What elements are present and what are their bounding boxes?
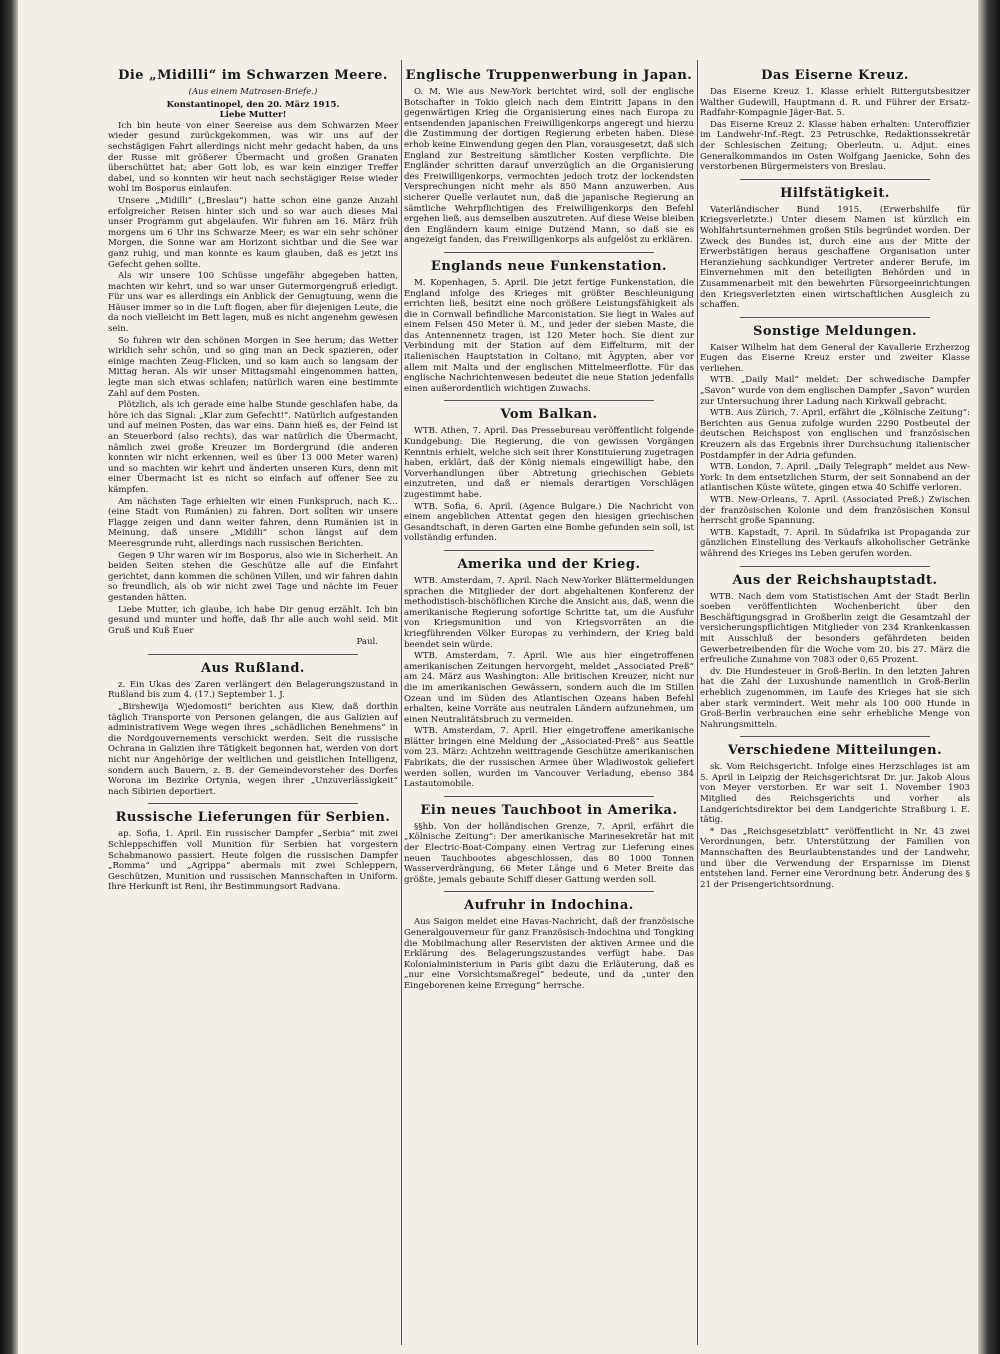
article-title: Die „Midilli“ im Schwarzen Meere. (118, 68, 388, 83)
article-paragraph: Kaiser Wilhelm hat dem General der Kavallerie Erzherzog Eugen das Eiserne Kreuz erster und zweiter Klasse verliehen. (700, 342, 970, 374)
article-title: Amerika und der Krieg. (457, 556, 641, 572)
article-paragraph: O. M. Wie aus New-York berichtet wird, soll der englische Botschafter in Tokio gleich nach dem Eintritt Japans in den gegenwärtigen Krieg die Organisierung eines nach Europa zu entsendenden japanischen Freiwilligenkorps angeregt und hierzu die Zustimmung der dortigen Regierung erbeten haben. Diese erhob keine Einwendung gegen den Plan, vorausgesetzt, daß sich England zur Bestreitung sämtlicher Kosten verpflichte. Die Engländer schritten darauf unverzüglich an die Organisierung des Freiwilligenkorps, vermochten jedoch trotz der lockendsten Versprechungen nicht mehr als 850 Mann anzuwerben. Aus sicherer Quelle verlautet nun, daß die japanische Regierung an sämtliche Wehrpflichtigen des Freiwilligenkorps den Befehl ergehen ließ, aus demselben auszutreten. Auf diese Weise bleiben den Engländern kaum einige Dutzend Mann, so daß sie es angezeigt fanden, das Freiwilligenkorps als aufgelöst zu erklären. (404, 87, 694, 246)
divider (740, 566, 930, 567)
scan-edge-right (978, 0, 1000, 1354)
column-2 (404, 62, 694, 1342)
article-paragraph: WTB. Kapstadt, 7. April. In Südafrika ist Propaganda zur gänzlichen Einstellung des Verkaufs alkoholischer Getränke während des Krieges ins Leben gerufen worden. (700, 527, 970, 559)
article-paragraph: Liebe Mutter, ich glaube, ich habe Dir genug erzählt. Ich bin gesund und munter und hoffe, daß Ihr alle auch wohl seid. Mit Gruß und Kuß Euer (108, 604, 398, 636)
article-paragraph: * Das „Reichsgesetzblatt“ veröffentlicht in Nr. 43 zwei Verordnungen, betr. Unterstützung der Familien von Mannschaften des Beurlaubtenstandes und der Landwehr, und über die Verwendung der Ersparnisse im Dienst entstehen land. Ferner eine Verordnung betr. Änderung des § 21 der Prisengerichtsordnung. (700, 826, 970, 890)
article-paragraph: Aus Saigon meldet eine Havas-Nachricht, daß der französische Generalgouverneur für ganz Französisch-Indochina und Tongking die Mobilmachung aller Reservisten der aktiven Armee und die Erklärung des Belagerungszustandes verfügt habe. Das Kolonialministerium in Paris gibt dazu die Erläuterung, daß es „nur eine Vorsichtsmaßregel“ bedeute, und da „unter den Eingeborenen keine Erregung“ herrsche. (404, 917, 694, 991)
column-3 (700, 62, 970, 1342)
article-paragraph: WTB. London, 7. April. „Daily Telegraph“ meldet aus New-York: In dem entsetzlichen Sturm, der seit Sonnabend an der atlantischen Küste wütete, gingen etwa 40 Schiffe verloren. (700, 462, 970, 494)
divider (444, 550, 654, 551)
article-title: Englands neue Funkenstation. (430, 258, 668, 274)
divider (444, 796, 654, 797)
article-paragraph: „Birshewija Wjedomosti“ berichten aus Kiew, daß dorthin täglich Transporte von Personen gelangen, die aus Galizien auf administrativem Wege wegen ihres „schädlichen Benehmens“ in die Nordgouvernements verschickt werden. Seit die russische Ochrana in Galizien ihre Tätigkeit begonnen hat, werden von dort nicht nur Angehörige der weltlichen und geistlichen Intelligenz, sondern auch Bauern, z. B. der Gemeindevorsteher des Dorfes Worona im Bezirke Ortynia, wegen ihrer „Unzuverlässigkeit“ nach Sibirien deportiert. (108, 702, 398, 797)
article-paragraph: Als wir unsere 100 Schüsse ungefähr abgegeben hatten, machten wir kehrt, und so war unser Gutermorgengruß erledigt. Für uns war es allerdings ein Anblick der Genugtuung, wenn die Häuser immer so in die Luft flogen, aber für diejenigen Leute, die da noch vielleicht im Bett lagen, muß es nicht angenehm gewesen sein. (108, 271, 398, 335)
article-paragraph: WTB. „Daily Mail“ meldet: Der schwedische Dampfer „Savon“ wurde von dem englischen Dampfer „Savon“ wurden zur Untersuchung ihrer Ladung nach Kirkwall gebracht. (700, 375, 970, 407)
article-title: Ein neues Tauchboot in Amerika. (420, 802, 678, 818)
article-paragraph: Vaterländischer Bund 1915. (Erwerbshilfe für Kriegsverletzte.) Unter diesem Namen ist kürzlich ein Wohlfahrtsunternehmen großen Stils begründet worden. Der Zweck des Bundes ist, durch eine aus der Mitte der Erwerbstätigen heraus geschaffene Organisation unter Heranziehung sachkundiger Vertreter anderer Berufe, im Einvernehmen mit den beteiligten Behörden und in Zusammenarbeit mit den bewehrten Fürsorgeeinrichtungen den Kriegsverletzten einen wirtschaftlichen Ausgleich zu schaffen. (700, 204, 970, 311)
article-title: Vom Balkan. (500, 407, 598, 423)
divider (444, 400, 654, 401)
article-paragraph: WTB. New-Orleans, 7. April. (Associated Preß.) Zwischen der französischen Kolonie und dem französischen Konsul herrscht große Spannung. (700, 495, 970, 527)
column-1 (108, 62, 398, 1342)
article-title: Russische Lieferungen für Serbien. (115, 810, 391, 826)
article-paragraph: WTB. Sofia, 6. April. (Agence Bulgare.) Die Nachricht von einem angeblichen Attentat gegen den hiesigen griechischen Gesandtschaft, in deren Garten eine Bombe gefunden sein soll, ist vollständig erfunden. (404, 501, 694, 544)
article-subtitle: (Aus einem Matrosen-Briefe.) (188, 87, 318, 97)
article-paragraph: M. Kopenhagen, 5. April. Die jetzt fertige Funkenstation, die England infolge des Krieges mit größter Beschleunigung errichten ließ, besitzt eine noch größere Leistungsfähigkeit als die in Cornwall befindliche Marconistation. Sie liegt in Wales auf einem Felsen 450 Meter ü. M., und jeder der sieben Maste, die das Antennennetz tragen, ist 120 Meter hoch. Sie dient zur Verbindung mit der Station auf dem Eiffelturm, mit der italienischen Hauptstation in Coltano, mit Ägypten, aber vor allem mit Malta und der englischen Mittelmeerflotte. Für das englische Nachrichtenwesen bedeutet die neue Station jedenfalls einen außerordentlich wichtigen Zuwachs. (404, 277, 694, 394)
article-paragraph: WTB. Aus Zürich, 7. April, erfährt die „Kölnische Zeitung“: Berichten aus Genua zufolge wurden 2290 Postbeutel der deutschen Reichspost von englischen und französischen Kreuzern als das Ergebnis ihrer Durchsuchung italienischer Postdampfer in der Adria gefunden. (700, 408, 970, 461)
article-title: Das Eiserne Kreuz. (761, 68, 909, 83)
article-paragraph: §§hb. Von der holländischen Grenze, 7. April, erfährt die „Kölnische Zeitung“: Der amerikanische Marinesekretär hat mit der Electric-Boat-Company einen Vertrag zur Lieferung eines neuen Tauchbootes abgeschlossen, das 80 1000 Tonnen Wasserverdrängung, 66 Meter Länge und 6 Meter Breite das größte, jemals gebaute Schiff dieser Gattung werden soll. (404, 821, 694, 885)
article-paragraph: Gegen 9 Uhr waren wir im Bosporus, also wie in Sicherheit. An beiden Seiten stehen die Geschütze alle auf die Einfahrt gerichtet, dann kommen die schönen Villen, und wir fahren dahin so freundlich, als ob wir nicht zwei Tage und nächte im Feuer gestanden hätten. (108, 550, 398, 603)
divider (444, 891, 654, 892)
article-paragraph: ap. Sofia, 1. April. Ein russischer Dampfer „Serbia“ mit zwei Schleppschiffen voll Munition für Serbien hat vorgestern Schabmanowo passiert. Heute folgen die russischen Dampfer „Romma“ und „Agrippa“ abermals mit zwei Schleppern, Geschützen, Munition und russischen Mannschaften in Uniform. Ihre Herkunft ist Reni, ihr Bestimmungsort Radvana. (108, 829, 398, 893)
article-paragraph: WTB. Athen, 7. April. Das Pressebureau veröffentlicht folgende Kundgebung: Die Regierung, die von gewissen Vorgängen Kenntnis erhielt, welche sich seit ihrer Konstituierung zugetragen haben, erklärt, daß der König niemals eingewilligt habe, den Vorverhandlungen über Abtretung griechischen Gebiets einzutreten, und daß er niemals derartigen Vorschlägen zugestimmt habe. (404, 426, 694, 500)
article-title: Englische Truppenwerbung in Japan. (405, 68, 693, 83)
article-paragraph: dv. Die Hundesteuer in Groß-Berlin. In den letzten Jahren hat die Zahl der Luxushunde namentlich in Groß-Berlin erheblich zugenommen, im Laufe des Krieges hat sie sich aber stark vermindert. Weit mehr als 100 000 Hunde in Groß-Berlin verbrauchen eine sehr erhebliche Menge von Nahrungsmitteln. (700, 666, 970, 730)
divider (148, 803, 358, 804)
article-paragraph: WTB. Amsterdam, 7. April. Hier eingetroffene amerikanische Blätter bringen eine Meldung der „Associated-Preß“ aus Seattle vom 23. März: Achtzehn weittragende Geschütze amerikanischen Fabrikats, die der russischen Armee über Wladiwostok geliefert werden sollen, wurden im Vancouver Verladung, ebenso 384 Lastautomobile. (404, 726, 694, 790)
article-paragraph: Unsere „Midilli“ („Breslau“) hatte schon eine ganze Anzahl erfolgreicher Reisen hinter sich und so war auch dieses Mal unser Programm gut abgelaufen. Wir fuhren am 16. März früh morgens um 6 Uhr ins Schwarze Meer; es war ein sehr schöner Morgen, die Sonne war am Horizont sichtbar und die See war ganz ruhig, und man konnte es kaum glauben, daß es jetzt ins Gefecht gehen sollte. (108, 195, 398, 270)
divider (444, 252, 654, 253)
article-paragraph: WTB. Amsterdam, 7. April. Wie aus hier eingetroffenen amerikanischen Zeitungen hervorgeht, meldet „Associated Preß“ am 24. März aus Washington: Alle britischen Kreuzer, nicht nur die im amerikanischen Gewässern, sondern auch die im Stillen Ozean und im Süden des Atlantischen Ozeans haben Befehl erhalten, keine Vorräte aus neutralen Ländern aufzunehmen, um einen Neutralitätsbruch zu vermeiden. (404, 651, 694, 725)
article-paragraph: z. Ein Ukas des Zaren verlängert den Belagerungszustand in Rußland bis zum 4. (17.) September 1. J. (108, 679, 398, 701)
divider (148, 654, 358, 655)
scan-edge-left (0, 0, 18, 1354)
article-title: Aus Rußland. (201, 660, 305, 676)
article-title: Sonstige Meldungen. (752, 323, 918, 339)
article-paragraph: Ich bin heute von einer Seereise aus dem Schwarzen Meer wieder gesund zurückgekommen, was wir uns auf der sechstägigen Fahrt allerdings nicht mehr gedacht haben, da uns der Russe mit größerer Übermacht und großen Granaten überschüttet hat; aber Gott lob, es war kein einziger Treffer dabei, und so konnten wir heut nach sechstägiger Reise wieder wohl im Bosporus einlaufen. (108, 120, 398, 195)
divider (740, 317, 930, 318)
article-paragraph: WTB. Nach dem vom Statistischen Amt der Stadt Berlin soeben veröffentlichten Wochenbericht über den Beschäftigungsgrad in Großberlin zeigt die Gesamtzahl der versicherungspflichtigen Mitglieder von 234 Krankenkassen mit Ausschluß der besonders gefährdeten beiden Gewerbetreibenden für die Woche vom 20. bis 27. März die erfreuliche Zunahme von 7083 oder 0,65 Prozent. (700, 591, 970, 666)
article-paragraph: Plötzlich, als ich gerade eine halbe Stunde geschlafen habe, da höre ich das Signal: „Klar zum Gefecht!“. Natürlich aufgestanden und auf meinen Posten, das war eins. Dann hieß es, der Feind ist an Steuerbord (also rechts), das war natürlich die Übermacht, nämlich zwei große Kreuzer im Bordergrund (die anderen konnten wir nicht erkennen, weil es über 13 000 Meter waren) und so machten wir kehrt und änderten unseren Kurs, denn mit einer Übermacht ist es nicht so einfach auf offener See zu kämpfen. (108, 400, 398, 495)
column-rule (697, 60, 698, 1345)
article-signature: Paul. (356, 637, 378, 648)
article-paragraph: Das Eiserne Kreuz 1. Klasse erhielt Rittergutsbesitzer Walther Gudewill, Hauptmann d. R. und Führer der Ersatz-Radfahr-Kompagnie Jäger-Bat. 5. (700, 87, 970, 119)
article-title: Verschiedene Mitteilungen. (727, 743, 943, 759)
divider (740, 736, 930, 737)
article-title: Aus der Reichshauptstadt. (732, 572, 938, 588)
article-salutation: Liebe Mutter! (219, 110, 287, 121)
article-paragraph: Das Eiserne Kreuz 2. Klasse haben erhalten: Unteroffizier im Landwehr-Inf.-Regt. 23 Petruschke, Redaktionssekretär der Schlesischen Zeitung; Oberleutn. u. Adjut. eines Generalkommandos im Osten Wolfgang Jaenicke, Sohn des verstorbenen Bürgermeisters von Breslau. (700, 119, 970, 173)
article-paragraph: WTB. Amsterdam, 7. April. Nach New-Yorker Blättermeldungen sprachen die Mitglieder der dort abgehaltenen Konferenz der methodistisch-bischöflichen Kirche die Ansicht aus, daß, wenn die amerikanische Regierung sofortige Schritte tat, um die Ausfuhr von Kriegsmunition und von Kriegsvorräten an die kriegführenden Völker Europas zu verhindern, der Krieg bald beendet sein würde. (404, 575, 694, 650)
article-paragraph: So fuhren wir den schönen Morgen in See herum; das Wetter wirklich sehr schön, und so ging man an Deck spazieren, oder einige machten Zeug-Flicken, und so kam auch so langsam der Mittag heran. Als wir unser Mittagsmahl eingenommen hatten, legte man sich etwas schlafen; natürlich waren eine bestimmte Zahl auf dem Posten. (108, 335, 398, 399)
article-paragraph: sk. Vom Reichsgericht. Infolge eines Herzschlages ist am 5. April in Leipzig der Reichsgerichtsrat Dr. jur. Jakob Alous von Meyer verstorben. Er war seit 1. November 1903 Mitglied des Reichsgerichts und vorher als Landgerichtsdirektor bei dem Landgerichte Straßburg i. E. tätig. (700, 762, 970, 826)
article-dateline: Konstantinopel, den 20. März 1915. (166, 99, 340, 110)
article-paragraph: Am nächsten Tage erhielten wir einen Funkspruch, nach K… (eine Stadt von Rumänien) zu fahren. Dort sollten wir unsere Flagge zeigen und dann weiter fahren, denn Rumänien ist in Meinung, daß unsere „Midilli“ schon längst auf dem Meeresgrunde ruht, allerdings nach russischen Berichten. (108, 496, 398, 549)
divider (740, 179, 930, 180)
column-rule (401, 60, 402, 1345)
article-title: Hilfstätigkeit. (780, 185, 890, 201)
article-title: Aufruhr in Indochina. (464, 898, 634, 914)
